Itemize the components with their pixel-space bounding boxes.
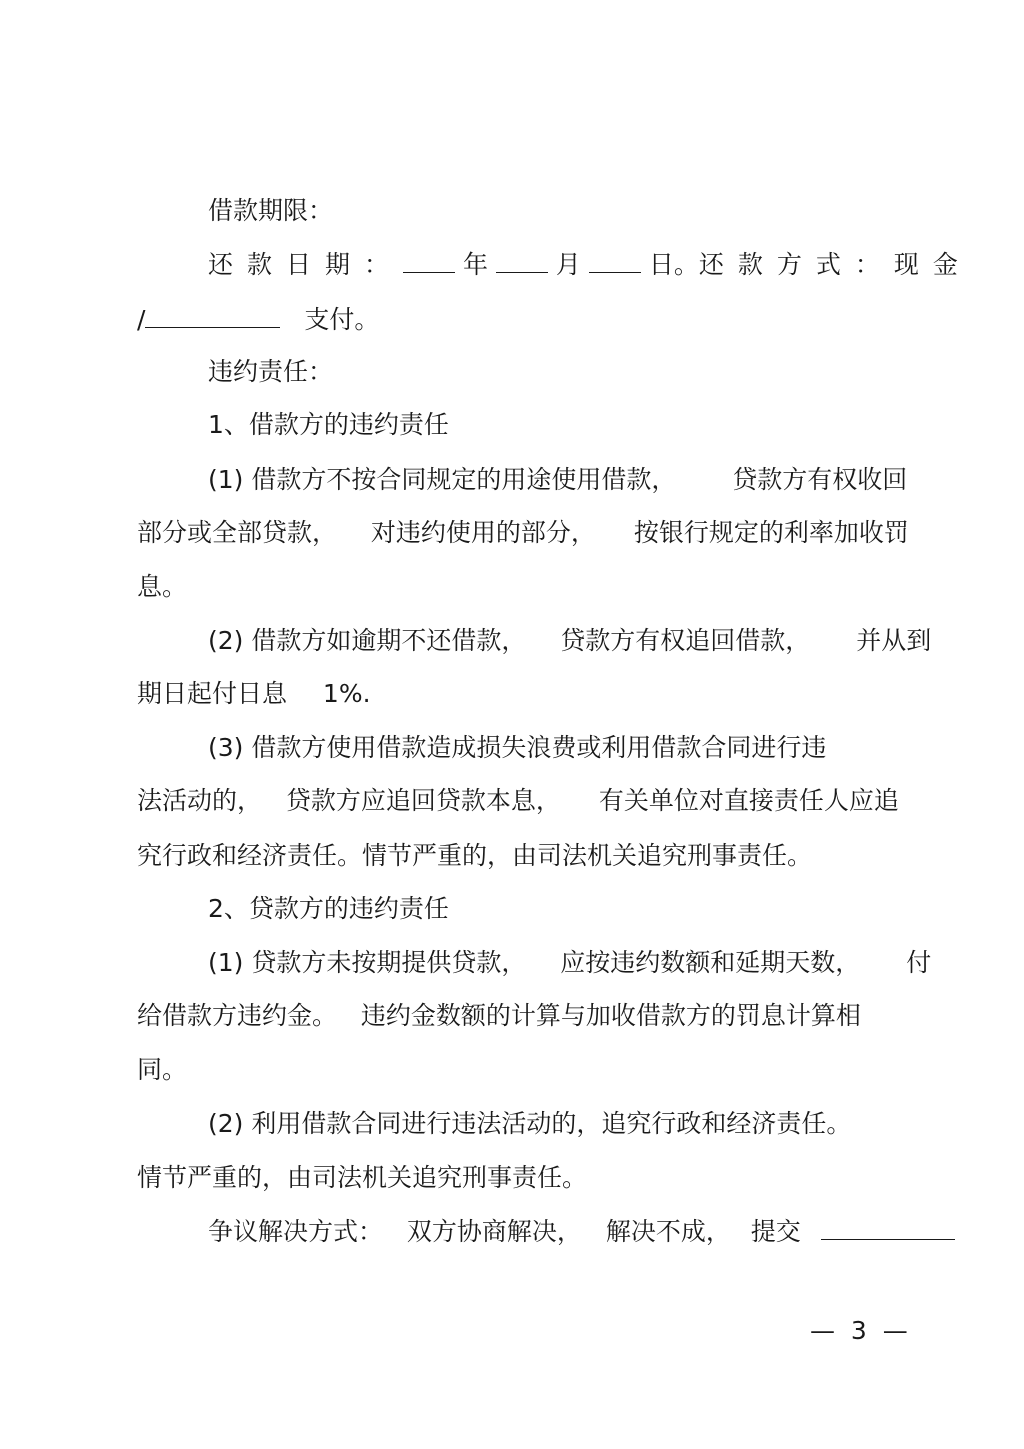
lender-item1-text-c: 付 xyxy=(906,948,932,977)
borrower-item2-text-a: (2) 借款方如逾期不还借款， xyxy=(208,626,527,655)
loan-term-heading xyxy=(208,196,333,226)
borrower-item2-line1 xyxy=(208,626,931,656)
lender-item1-line2 xyxy=(137,1001,861,1031)
page-number: — 3 — xyxy=(810,1316,908,1345)
liability-heading-text: 违约责任： xyxy=(208,357,334,386)
borrower-item1-text-f: 息。 xyxy=(137,572,188,601)
borrower-item2-line2 xyxy=(137,679,371,709)
lender-item2-text-a: (2) 利用借款合同进行违法活动的，追究行政和经济责任。 xyxy=(208,1109,852,1138)
lender-item1-line3 xyxy=(137,1055,187,1085)
borrower-section-heading xyxy=(208,410,449,440)
payment-line xyxy=(137,305,379,335)
lender-item1-text-f: 同。 xyxy=(137,1055,188,1084)
borrower-item3-line3 xyxy=(137,841,812,871)
liability-heading xyxy=(208,357,333,387)
dispute-part2: 解决不成， xyxy=(605,1217,731,1246)
year-label: 年 xyxy=(462,250,488,279)
payment-suffix: 支付。 xyxy=(304,305,380,334)
loan-term-label: 借款期限： xyxy=(208,196,334,225)
borrower-item1-line3 xyxy=(137,572,187,602)
dispute-part1: 双方协商解决， xyxy=(406,1217,582,1246)
dispute-line xyxy=(208,1217,955,1247)
day-blank[interactable] xyxy=(589,250,641,273)
borrower-item1-text-b: 贷款方有权收回 xyxy=(732,465,908,494)
year-blank[interactable] xyxy=(403,250,455,273)
month-blank[interactable] xyxy=(496,250,548,273)
borrower-item1-line2 xyxy=(137,518,909,548)
borrower-item1-text-d: 对违约使用的部分， xyxy=(370,518,596,547)
repayment-method-value: 现金 xyxy=(893,250,972,279)
lender-item2-line1 xyxy=(208,1109,851,1139)
lender-item2-text-b: 情节严重的，由司法机关追究刑事责任。 xyxy=(137,1163,588,1192)
repayment-date-label: 还款日期： xyxy=(208,250,404,279)
month-label: 月 xyxy=(555,250,581,279)
payment-slash: / xyxy=(137,305,146,334)
borrower-item2-rate: 1%. xyxy=(322,679,371,708)
borrower-item3-text-d: 有关单位对直接责任人应追 xyxy=(598,786,899,815)
dispute-label: 争议解决方式： xyxy=(208,1217,384,1246)
repayment-date-fields xyxy=(403,250,699,280)
borrower-item3-text-c: 贷款方应追回贷款本息， xyxy=(285,786,561,815)
day-label: 日。 xyxy=(648,250,699,279)
borrower-item1-text-c: 部分或全部贷款， xyxy=(137,518,338,547)
payment-method-blank[interactable] xyxy=(145,305,280,328)
borrower-item2-text-d: 期日起付日息 xyxy=(137,679,288,708)
lender-item1-text-a: (1) 贷款方未按期提供贷款， xyxy=(208,948,527,977)
borrower-section-heading-text: 1、借款方的违约责任 xyxy=(208,410,449,439)
lender-item1-line1 xyxy=(208,948,931,978)
borrower-item2-text-b: 贷款方有权追回借款， xyxy=(560,626,811,655)
borrower-item2-text-c: 并从到 xyxy=(856,626,932,655)
lender-section-heading-text: 2、贷款方的违约责任 xyxy=(208,894,449,923)
borrower-item1-text-e: 按银行规定的利率加收罚 xyxy=(633,518,909,547)
lender-item1-text-d: 给借款方违约金。 xyxy=(137,1001,338,1030)
repayment-line xyxy=(208,250,972,280)
repayment-method-label: 还款方式： xyxy=(698,250,894,279)
borrower-item3-line2 xyxy=(137,786,899,816)
lender-item1-text-e: 违约金数额的计算与加收借款方的罚息计算相 xyxy=(360,1001,861,1030)
borrower-item3-text-b: 法活动的， xyxy=(137,786,263,815)
lender-section-heading xyxy=(208,894,449,924)
borrower-item1-text-a: (1) 借款方不按合同规定的用途使用借款， xyxy=(208,465,677,494)
dispute-part3: 提交 xyxy=(750,1217,801,1246)
dispute-blank[interactable] xyxy=(821,1217,955,1240)
lender-item1-text-b: 应按违约数额和延期天数， xyxy=(560,948,861,977)
lender-item2-line2 xyxy=(137,1163,587,1193)
borrower-item1-line1 xyxy=(208,465,907,495)
borrower-item3-text-a: (3) 借款方使用借款造成损失浪费或利用借款合同进行违 xyxy=(208,733,827,762)
borrower-item3-line1 xyxy=(208,733,826,763)
borrower-item3-text-e: 究行政和经济责任。情节严重的，由司法机关追究刑事责任。 xyxy=(137,841,813,870)
